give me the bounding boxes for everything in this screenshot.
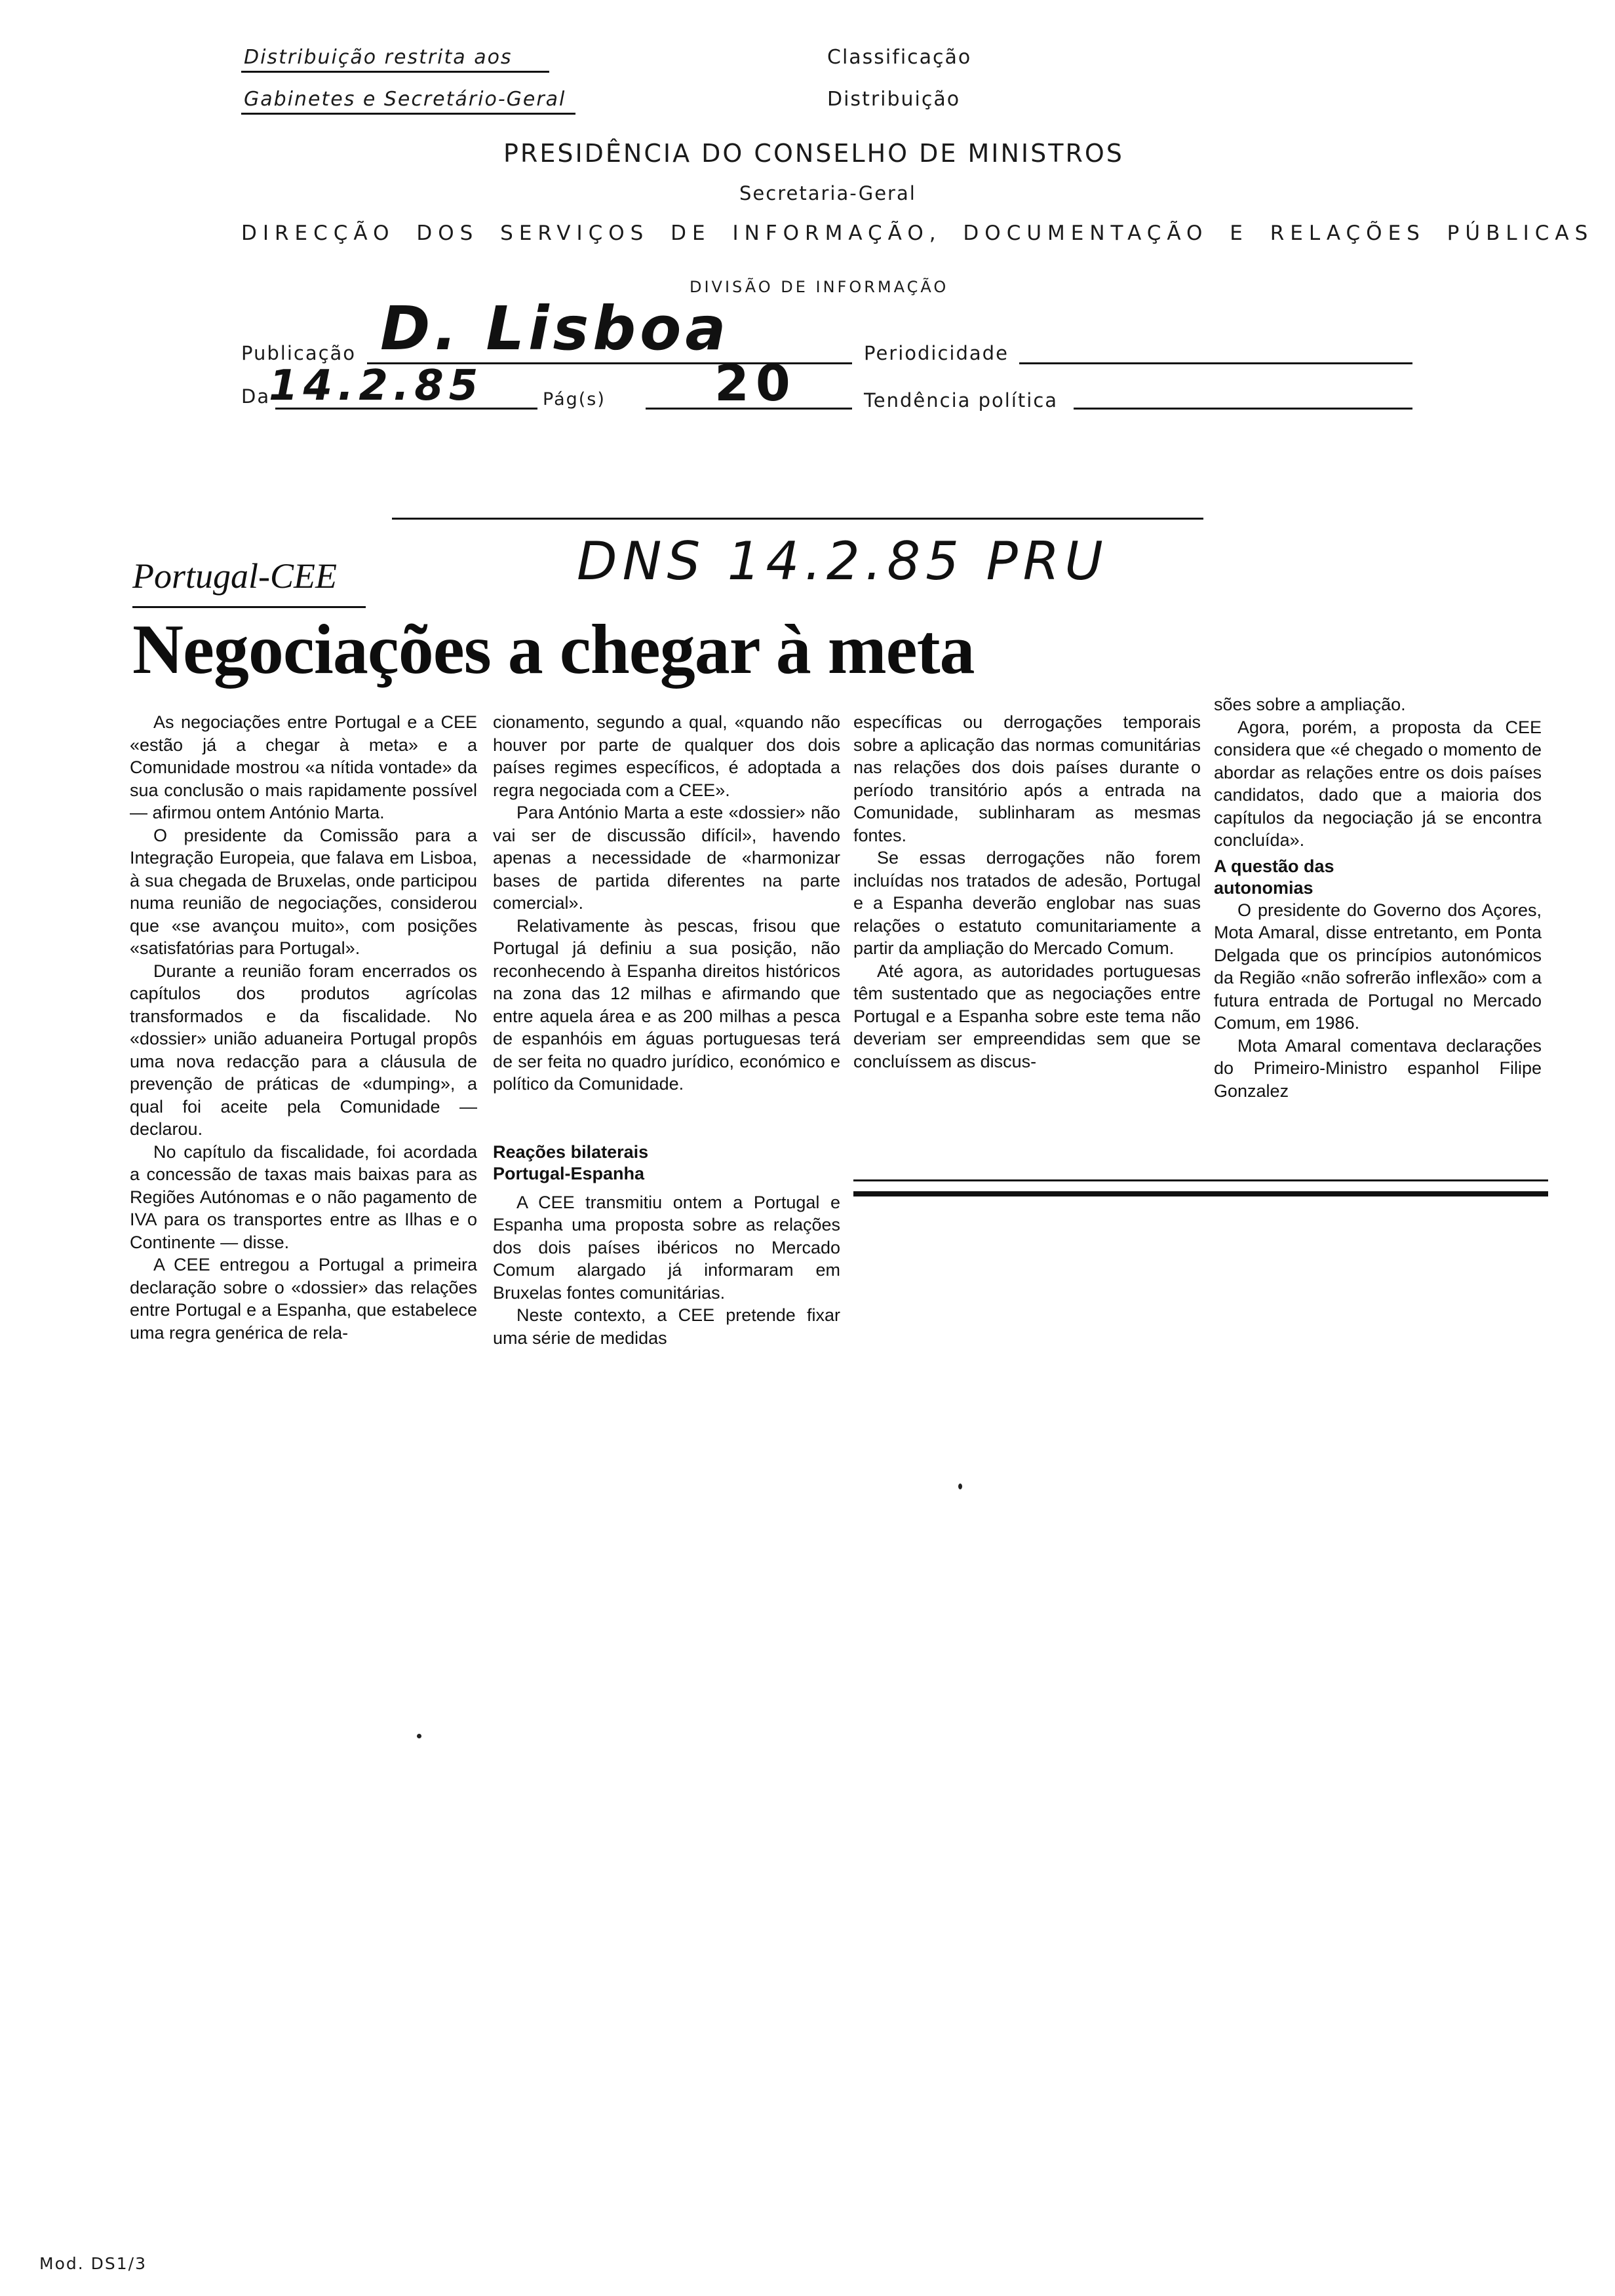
paragraph: específicas ou derrogações temporais sobre a aplicação das normas comunitárias nas relações dos dois países durante o período transitório após a entrada na Comunidade, sublinharam as mesmas fontes.: [853, 712, 1201, 845]
article-top-rule: [392, 518, 1203, 520]
article-kicker: Portugal-CEE: [132, 556, 337, 596]
handwritten-annotation: DNS 14.2.85 PRU: [577, 531, 1108, 592]
division-title: DIVISÃO DE INFORMAÇÃO: [690, 278, 949, 296]
paragraph: sões sobre a ampliação.: [1214, 695, 1406, 714]
article-headline: Negociações a chegar à meta: [132, 611, 975, 689]
paragraph: No capítulo da fiscalidade, foi acordada a concessão de taxas mais baixas para as Regiões Autónomas e o não pagamento de IVA para os transportes entre as Ilhas e o Continente — disse.: [130, 1141, 477, 1252]
paragraph: As negociações entre Portugal e a CEE «estão já a chegar à meta» e a Comunidade mostrou «a nítida vontade» da sua conclusão o mais rapidamente possível — afirmou ontem António Marta.: [130, 712, 477, 822]
subheading-autonomies: A questão das autonomias: [1214, 856, 1334, 898]
paragraph: Até agora, as autoridades portuguesas têm sustentado que as negociações entre Portugal e a Espanha sobre este tema não deveriam ser empreendidas sem que se concluíssem as discus-: [853, 961, 1201, 1071]
article-column-3: [853, 711, 1201, 1073]
paragraph: A CEE entregou a Portugal a primeira declaração sobre o «dossier» das relações entre Portugal e a Espanha, que estabelece uma regra genérica de rela-: [130, 1255, 477, 1343]
paragraph: Se essas derrogações não forem incluídas nos tratados de adesão, Portugal e a Espanha deverão englobar nas suas relações o estatuto comunitariamente a partir da ampliação do Mercado Comum.: [853, 848, 1201, 958]
distribution-restriction-line1: Distribuição restrita aos: [244, 46, 513, 69]
secretariat-title: Secretaria-Geral: [739, 182, 916, 204]
publication-handwritten-value: D. Lisboa: [380, 294, 730, 364]
paragraph: cionamento, segundo a qual, «quando não houver por parte de qualquer dos dois países regimes específicos, é adoptada a regra negociada com a CEE».: [493, 712, 840, 800]
date-handwritten-value: 14.2.85: [269, 362, 484, 410]
tendency-field-line: [1074, 408, 1412, 410]
directorate-title: DIRECÇÃO DOS SERVIÇOS DE INFORMAÇÃO, DOCUMENTAÇÃO E RELAÇÕES PÚBLICAS: [241, 221, 1594, 245]
date-prefix-label: Da: [241, 385, 271, 408]
article-column-2: [493, 711, 840, 1349]
classification-label: Classificação: [827, 46, 972, 69]
presidency-title: PRESIDÊNCIA DO CONSELHO DE MINISTROS: [503, 139, 1124, 168]
paragraph: Neste contexto, a CEE pretende fixar uma série de medidas: [493, 1305, 840, 1348]
form-code: Mod. DS1/3: [39, 2254, 147, 2273]
periodicity-field-line: [1019, 362, 1412, 364]
distribution-label: Distribuição: [827, 88, 961, 111]
article-column-4: [1214, 693, 1542, 1102]
paragraph: Relativamente às pescas, frisou que Portugal já definiu a sua posição, não reconhecendo à Espanha direitos históricos na zona das 12 milhas e afirmando que entre aquela área e as 200 milhas a pesca de espanhóis em águas portuguesas terá de ser feita no quadro jurídico, económico e político da Comunidade.: [493, 915, 840, 1094]
distribution-underline-1: [241, 71, 549, 73]
paragraph: O presidente do Governo dos Açores, Mota Amaral, disse entretanto, em Ponta Delgada que os princípios autonómicos da Região «não sofrerão inflexão» com a futura entrada de Portugal no Mercado Comum, em 1986.: [1214, 900, 1542, 1033]
paragraph: Agora, porém, a proposta da CEE considera que «é chegado o momento de abordar as relações entre os dois países candidatos, dado que a maioria dos capítulos da negociação já se encontra concluída».: [1214, 717, 1542, 850]
paragraph: O presidente da Comissão para a Integração Europeia, que falava em Lisboa, à sua chegada de Bruxelas, onde participou numa reunião de negociações, considerou que «se avançou muito», com posições «satisfatórias para Portugal».: [130, 825, 477, 958]
political-tendency-label: Tendência política: [864, 389, 1059, 411]
article-column-1: [130, 711, 477, 1344]
paragraph: Mota Amaral comentava declarações do Primeiro-Ministro espanhol Filipe Gonzalez: [1214, 1035, 1542, 1101]
paragraph: Para António Marta a este «dossier» não vai ser de discussão difícil», havendo apenas a necessidade de «harmonizar bases de partida diferentes na parte comercial».: [493, 803, 840, 913]
subheading-bilateral-reactions: Reações bilaterais Portugal-Espanha: [493, 1141, 649, 1183]
paragraph: Durante a reunião foram encerrados os capítulos dos produtos agrícolas transformados e da fiscalidade. No «dossier» união aduaneira Portugal propôs uma nova redacção para a cláusula de prevenção de práticas de «dumping», a qual foi aceite pela Comunidade — declarou.: [130, 961, 477, 1139]
distribution-underline-2: [241, 113, 575, 115]
scan-speck: [958, 1483, 962, 1489]
kicker-underline: [132, 606, 366, 608]
periodicity-label: Periodicidade: [864, 342, 1009, 364]
pages-label: Pág(s): [543, 389, 606, 410]
article-bottom-rule-thick: [853, 1191, 1548, 1196]
publication-label: Publicação: [241, 342, 357, 364]
article-bottom-rule-thin: [853, 1179, 1548, 1181]
pages-handwritten-value: 20: [714, 354, 797, 412]
scan-speck: [417, 1734, 421, 1738]
paragraph: A CEE transmitiu ontem a Portugal e Espanha uma proposta sobre as relações dos dois países ibéricos no Mercado Comum alargado já informaram em Bruxelas fontes comunitárias.: [493, 1192, 840, 1303]
distribution-restriction-line2: Gabinetes e Secretário-Geral: [244, 88, 566, 111]
